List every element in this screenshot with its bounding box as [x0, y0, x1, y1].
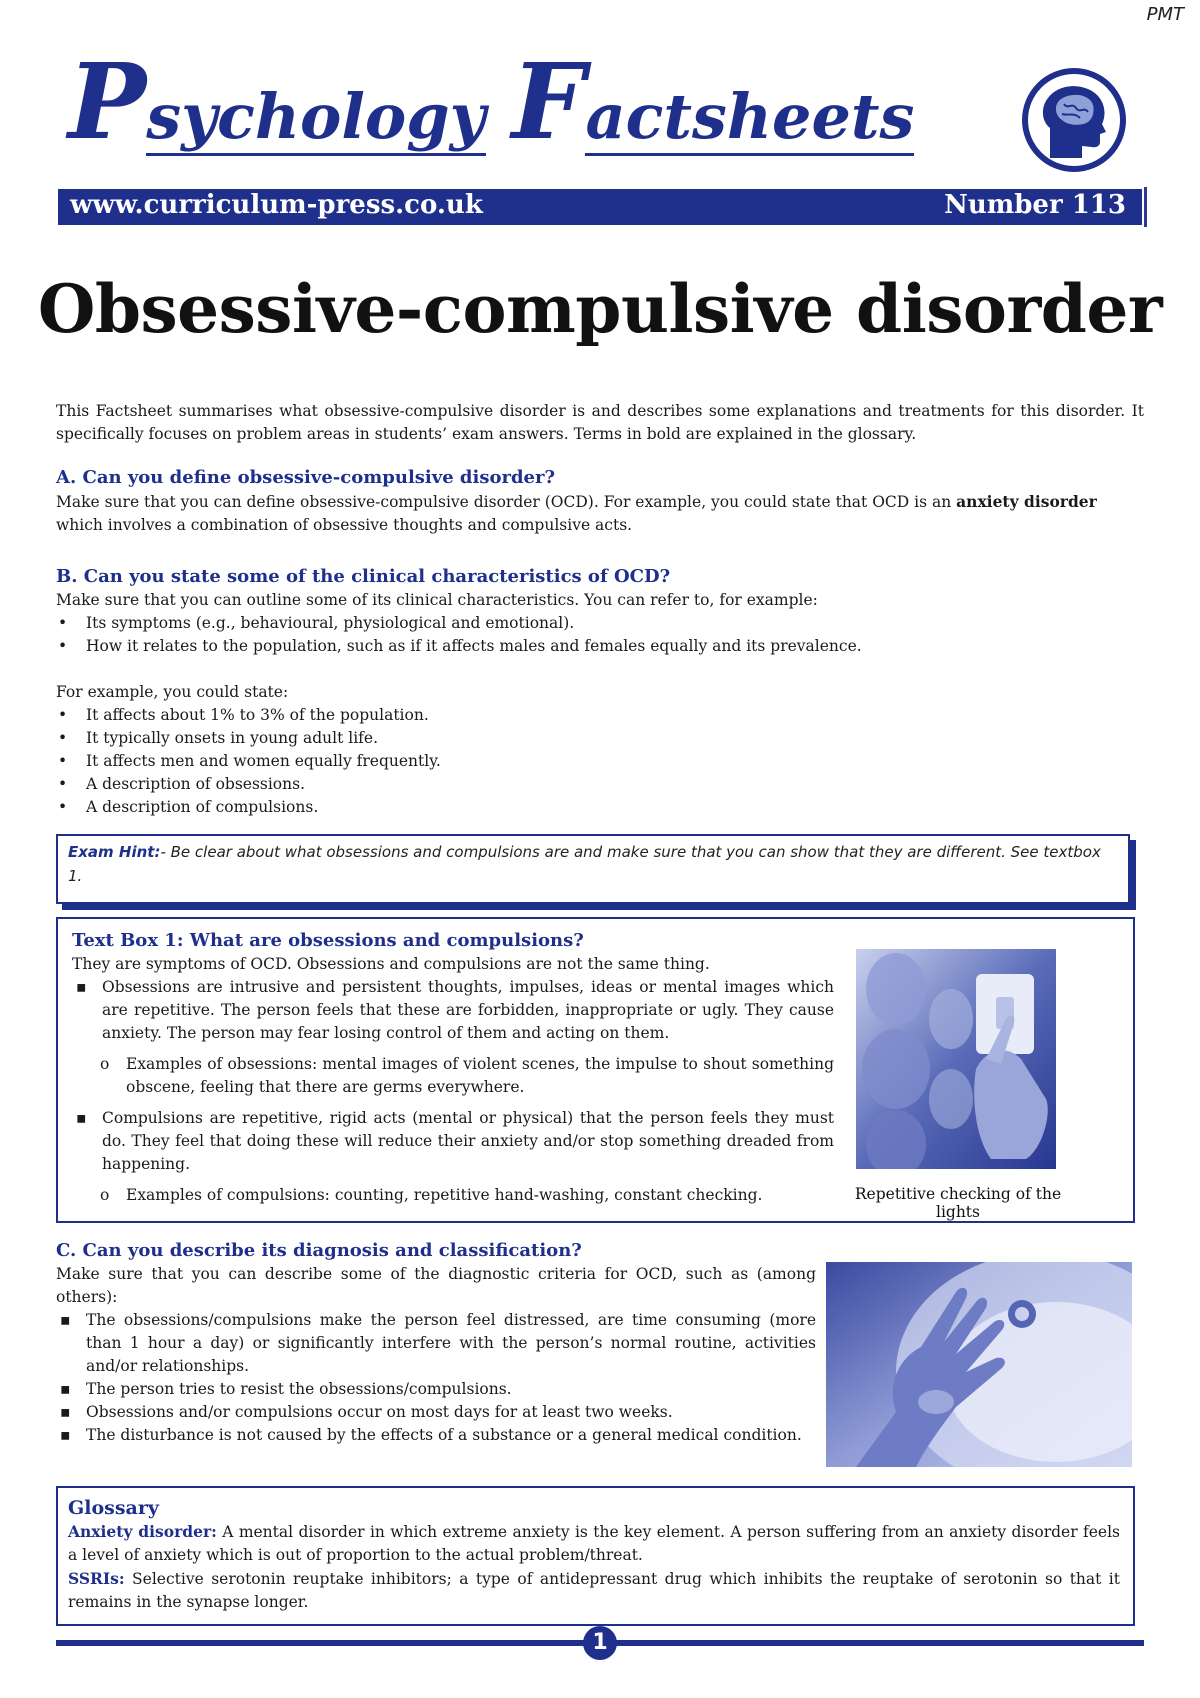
characteristics-list: [56, 612, 1144, 658]
list-item: • It typically onsets in young adult life.: [56, 727, 1144, 750]
text-box-1: [56, 917, 1135, 1223]
glossary-entry: [68, 1567, 1120, 1614]
page-number: 1: [583, 1626, 617, 1660]
factsheet-number: Number 113: [944, 190, 1126, 220]
list-item: ▪ Obsessions are intrusive and persistent thoughts, impulses, ideas or mental images which are repetitive. The person feels that these are forbidden, inappropriate or ugly. They cause anxiety. The person may fear losing control of them and acting on them.: [72, 976, 834, 1045]
brain-head-icon: [1020, 66, 1128, 174]
page-title: Obsessive-compulsive disorder: [37, 270, 1163, 348]
corner-tag: PMT: [1146, 4, 1184, 25]
anxiety-disorder-term: anxiety disorder: [956, 492, 1097, 511]
text-box-intro: They are symptoms of OCD. Obsessions and compulsions are not the same thing.: [72, 955, 710, 973]
brand-wordmark: [68, 40, 915, 163]
list-item: ▪ The obsessions/compulsions make the person feel distressed, are time consuming (more than 1 hour a day) or significantly interfere with the person’s normal routine, activities and/or relationships.: [56, 1309, 816, 1378]
example-lead: For example, you could state:: [56, 683, 289, 701]
photo-caption: Repetitive checking of the lights: [854, 1185, 1062, 1221]
exam-hint-text: - Be clear about what obsessions and compulsions are and make sure that you can show that they are different. See textbox 1.: [68, 843, 1101, 885]
list-item: o Examples of compulsions: counting, repetitive hand-washing, constant checking.: [96, 1184, 834, 1207]
section-c-text: Make sure that you can describe some of the diagnostic criteria for OCD, such as (among others):: [56, 1265, 816, 1306]
exam-hint-box: [56, 834, 1130, 904]
section-a: [56, 466, 1144, 537]
examples-list: [56, 704, 1144, 819]
text-box-heading: Text Box 1: What are obsessions and compulsions?: [72, 930, 584, 951]
section-b-text: Make sure that you can outline some of its clinical characteristics. You can refer to, for example:: [56, 591, 818, 609]
section-c-heading: C. Can you describe its diagnosis and classification?: [56, 1240, 582, 1261]
list-item: ▪ Compulsions are repetitive, rigid acts (mental or physical) that the person feels they must do. They feel that doing these will reduce their anxiety and/or stop something dreaded from happening.: [72, 1107, 834, 1176]
compulsion-examples-list: [96, 1184, 834, 1207]
list-item: • How it relates to the population, such as if it affects males and females equally and its prevalence.: [56, 635, 1144, 658]
list-item: ▪ The disturbance is not caused by the effects of a substance or a general medical condition.: [56, 1424, 816, 1447]
list-item: ▪ Obsessions and/or compulsions occur on most days for at least two weeks.: [56, 1401, 816, 1424]
brand-initial-p: P: [68, 40, 147, 163]
list-item: • A description of compulsions.: [56, 796, 1144, 819]
list-item: o Examples of obsessions: mental images of violent scenes, the impulse to shout something obscene, feeling that there are germs everywhere.: [96, 1053, 834, 1099]
list-item: • It affects about 1% to 3% of the population.: [56, 704, 1144, 727]
obsessions-list: [72, 976, 834, 1045]
website-url[interactable]: www.curriculum-press.co.uk: [70, 190, 483, 220]
glossary-definition: A mental disorder in which extreme anxiety is the key element. A person suffering from an anxiety disorder feels a level of anxiety which is out of proportion to the actual problem/threat.: [68, 1523, 1120, 1564]
intro-paragraph: This Factsheet summarises what obsessive-compulsive disorder is and describes some explanations and treatments for this disorder. It specifically focuses on problem areas in students’ exam answers. Terms in bold are explained in the glossary.: [56, 402, 1144, 443]
brand-word-factsheets: actsheets: [585, 80, 914, 156]
glossary-heading: Glossary: [68, 1497, 159, 1519]
obsession-examples-list: [96, 1053, 834, 1099]
section-b-heading: B. Can you state some of the clinical characteristics of OCD?: [56, 566, 671, 587]
brand-initial-f: F: [511, 40, 586, 163]
compulsions-list: [72, 1107, 834, 1176]
hand-washing-photo: [826, 1262, 1132, 1467]
section-c: [56, 1239, 816, 1447]
list-item: • Its symptoms (e.g., behavioural, physiological and emotional).: [56, 612, 1144, 635]
glossary-term: Anxiety disorder:: [68, 1522, 217, 1541]
section-a-heading: A. Can you define obsessive-compulsive disorder?: [56, 467, 556, 488]
glossary-entry: [68, 1520, 1120, 1567]
header-bar: [56, 187, 1147, 227]
section-a-text: Make sure that you can define obsessive-compulsive disorder (OCD). For example, you could state that OCD is an anxiety disorder which involves a combination of obsessive thoughts and compulsive acts.: [56, 492, 1097, 534]
glossary-definition: Selective serotonin reuptake inhibitors; a type of antidepressant drug which inhibits the reuptake of serotonin so that it remains in the synapse longer.: [68, 1570, 1120, 1611]
glossary-term: SSRIs:: [68, 1569, 125, 1588]
exam-hint-label: Exam Hint:: [68, 843, 161, 861]
list-item: • It affects men and women equally frequently.: [56, 750, 1144, 773]
glossary-box: [56, 1486, 1135, 1626]
brand-word-psychology: sychology: [146, 80, 485, 156]
list-item: • A description of obsessions.: [56, 773, 1144, 796]
section-b: [56, 565, 1144, 819]
diagnosis-list: [56, 1309, 816, 1447]
light-switch-photo: [856, 949, 1056, 1169]
list-item: ▪ The person tries to resist the obsessions/compulsions.: [56, 1378, 816, 1401]
